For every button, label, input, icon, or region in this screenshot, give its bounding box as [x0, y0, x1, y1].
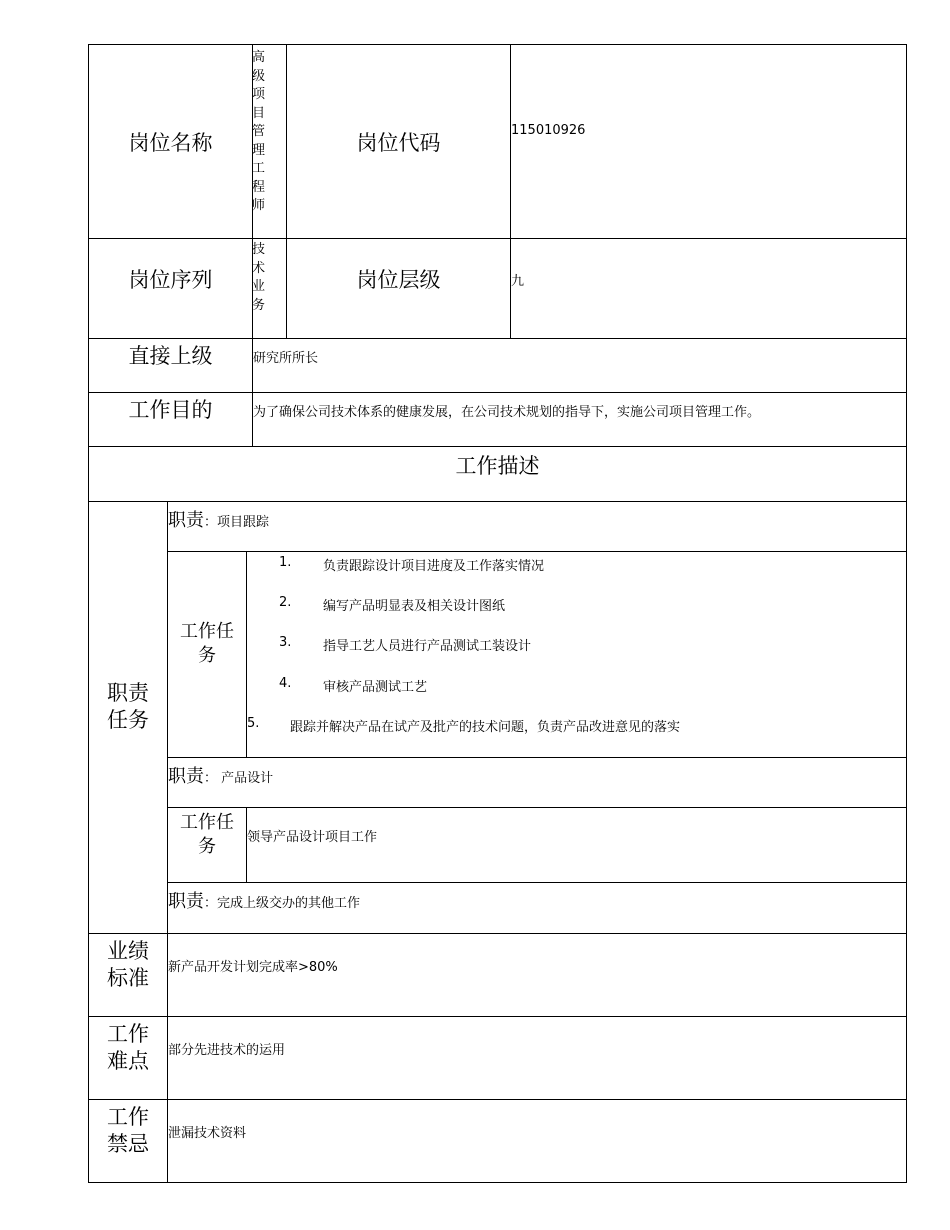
task-2-1-text: 领导产品设计项目工作 [247, 830, 378, 845]
performance-label-line1: 业绩 [107, 939, 149, 963]
description-title: 工作描述 [455, 453, 540, 478]
task-1-1 [279, 555, 545, 574]
duty-2-name: ： 产品设计 [204, 771, 274, 786]
task-1-4-num: 4. [279, 676, 292, 691]
performance-label-line2: 标准 [107, 966, 149, 990]
duty-1-task-label: 工作任务 [180, 621, 234, 666]
duty-3-name: ：完成上级交办的其他工作 [204, 896, 361, 911]
task-1-4 [279, 676, 428, 695]
duty-2-header [168, 762, 273, 788]
task-1-3-num: 3. [279, 635, 292, 650]
duties-section-label-line2: 任务 [107, 708, 149, 732]
post-name-value: 高级项目管理工程师 [252, 50, 266, 213]
task-1-3-text: 指导工艺人员进行产品测试工装设计 [323, 639, 532, 654]
post-level-label: 岗位层级 [356, 267, 441, 292]
duty-3-prefix: 职责 [168, 891, 204, 912]
post-level-value: 九 [511, 274, 525, 289]
duty-1-name: ：项目跟踪 [204, 515, 270, 530]
performance-label [89, 934, 167, 996]
supervisor-label: 直接上级 [128, 344, 213, 368]
task-1-2-num: 2. [279, 595, 292, 610]
task-1-5-text: 跟踪并解决产品在试产及批产的技术问题，负责产品改进意见的落实 [290, 720, 681, 735]
task-1-3 [279, 635, 532, 654]
taboo-label [89, 1100, 167, 1162]
post-name-label: 岗位名称 [128, 130, 213, 155]
post-code-label: 岗位代码 [356, 130, 441, 155]
task-1-2-text: 编写产品明显表及相关设计图纸 [323, 599, 506, 614]
purpose-value: 为了确保公司技术体系的健康发展，在公司技术规划的指导下，实施公司项目管理工作。 [253, 405, 761, 420]
performance-value: 新产品开发计划完成率>80% [168, 960, 338, 975]
duty-3-header [168, 887, 360, 913]
supervisor-value: 研究所所长 [253, 351, 319, 366]
difficulty-value: 部分先进技术的运用 [168, 1043, 286, 1058]
post-code-value: 115010926 [511, 123, 586, 138]
duty-1-header [168, 506, 269, 532]
post-series-value: 技术业务 [252, 242, 266, 313]
taboo-value: 泄漏技术资料 [168, 1126, 247, 1141]
duty-2-task-label: 工作任务 [180, 812, 234, 857]
duty-1-prefix: 职责 [168, 510, 204, 531]
duties-section-label [89, 502, 167, 912]
duty-2-prefix: 职责 [168, 766, 204, 787]
difficulty-label [89, 1017, 167, 1079]
taboo-label-line1: 工作 [107, 1105, 149, 1129]
task-1-2 [279, 595, 506, 614]
difficulty-label-line2: 难点 [107, 1049, 149, 1073]
post-series-label: 岗位序列 [128, 267, 213, 292]
task-1-4-text: 审核产品测试工艺 [323, 680, 428, 695]
difficulty-label-line1: 工作 [107, 1022, 149, 1046]
task-1-1-num: 1. [279, 555, 292, 570]
task-1-5 [247, 716, 681, 735]
duties-section-label-line1: 职责 [107, 681, 149, 705]
purpose-label: 工作目的 [128, 398, 213, 422]
taboo-label-line2: 禁忌 [107, 1132, 149, 1156]
task-1-1-text: 负责跟踪设计项目进度及工作落实情况 [323, 559, 545, 574]
task-1-5-num: 5. [247, 716, 260, 731]
